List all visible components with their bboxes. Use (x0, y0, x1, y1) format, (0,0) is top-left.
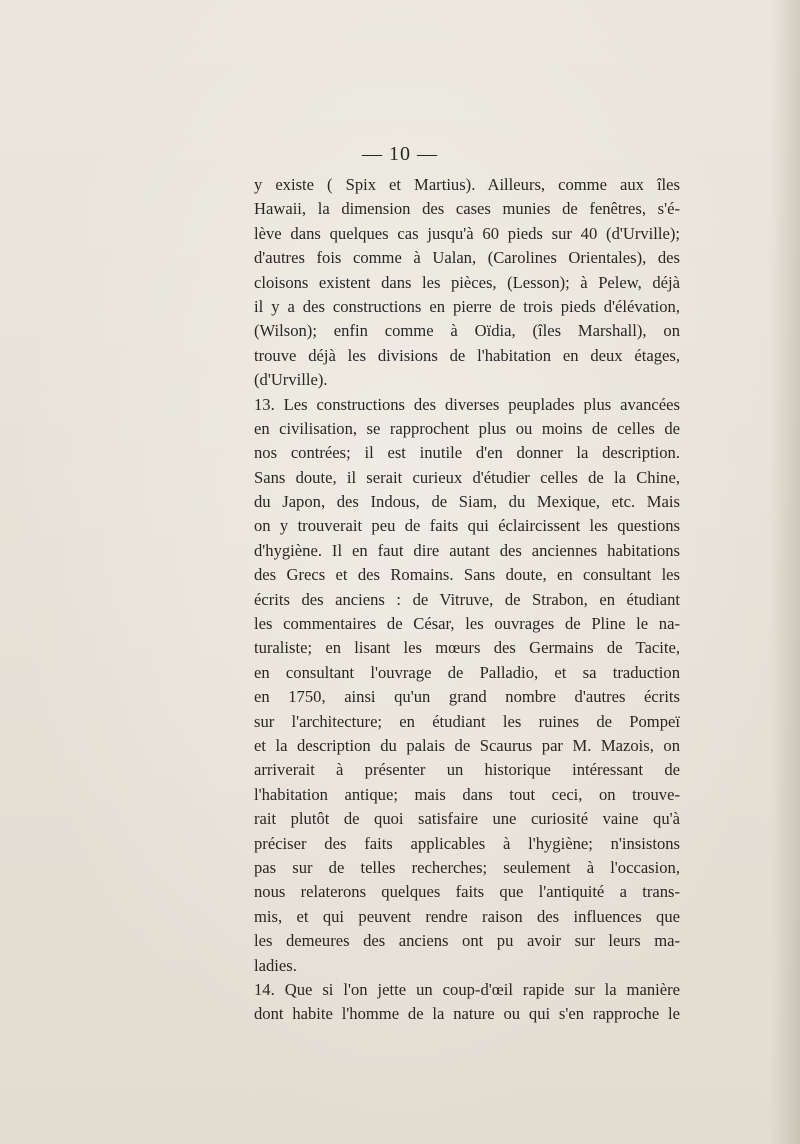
text-line: turaliste; en lisant les mœurs des Germains de Tacite, (254, 638, 680, 658)
text-line: en civilisation, se rapprochent plus ou moins de celles de (254, 418, 680, 438)
text-line: écrits des anciens : de Vitruve, de Strabon, en étudiant (254, 589, 680, 609)
text-line: l'habitation antique; mais dans tout ceci, on trouve- (254, 784, 680, 804)
text-line: 14. Que si l'on jette un coup-d'œil rapide sur la manière (254, 979, 680, 999)
page-number: — 10 — (362, 143, 438, 165)
text-line: dont habite l'homme de la nature ou qui s'en rapproche le (254, 1004, 680, 1024)
text-line: d'autres fois comme à Ualan, (Carolines Orientales), des (254, 248, 680, 268)
text-line: 13. Les constructions des diverses peuplades plus avancées (254, 394, 680, 414)
text-line: cloisons existent dans les pièces, (Lesson); à Pelew, déjà (254, 272, 680, 292)
text-line: trouve déjà les divisions de l'habitation en deux étages, (254, 345, 680, 365)
text-line: et la description du palais de Scaurus par M. Mazois, on (254, 735, 680, 755)
text-line: pas sur de telles recherches; seulement à l'occasion, (254, 857, 680, 877)
text-line: (d'Urville). (254, 370, 328, 390)
text-line: arriverait à présenter un historique intéressant de (254, 760, 680, 780)
text-line: Sans doute, il serait curieux d'étudier celles de la Chine, (254, 467, 680, 487)
text-line: mis, et qui peuvent rendre raison des influences que (254, 906, 680, 926)
text-line: rait plutôt de quoi satisfaire une curiosité vaine qu'à (254, 809, 680, 829)
text-line: les demeures des anciens ont pu avoir sur leurs ma- (254, 931, 680, 951)
text-line: Hawaii, la dimension des cases munies de fenêtres, s'é- (254, 199, 680, 219)
text-line: il y a des constructions en pierre de trois pieds d'élévation, (254, 296, 680, 316)
text-line: les commentaires de César, les ouvrages de Pline le na- (254, 614, 680, 634)
body-text (254, 173, 680, 1027)
text-line: (Wilson); enfin comme à Oïdia, (îles Marshall), on (254, 321, 680, 341)
text-line: nos contrées; il est inutile d'en donner la description. (254, 443, 680, 463)
text-line: en 1750, ainsi qu'un grand nombre d'autres écrits (254, 687, 680, 707)
text-line: lève dans quelques cas jusqu'à 60 pieds sur 40 (d'Urville); (254, 223, 680, 243)
text-line: d'hygiène. Il en faut dire autant des anciennes habitations (254, 540, 680, 560)
text-line: sur l'architecture; en étudiant les ruines de Pompeï (254, 711, 680, 731)
text-line: préciser des faits applicables à l'hygiène; n'insistons (254, 833, 680, 853)
text-line: en consultant l'ouvrage de Palladio, et sa traduction (254, 662, 680, 682)
text-line: on y trouverait peu de faits qui éclaircissent les questions (254, 516, 680, 536)
text-line: nous relaterons quelques faits que l'antiquité a trans- (254, 882, 680, 902)
text-line: des Grecs et des Romains. Sans doute, en consultant les (254, 565, 680, 585)
text-line: du Japon, des Indous, de Siam, du Mexique, etc. Mais (254, 492, 680, 512)
text-line: ladies. (254, 955, 297, 975)
text-line: y existe ( Spix et Martius). Ailleurs, comme aux îles (254, 175, 680, 194)
page-edge-shadow (770, 0, 800, 1144)
